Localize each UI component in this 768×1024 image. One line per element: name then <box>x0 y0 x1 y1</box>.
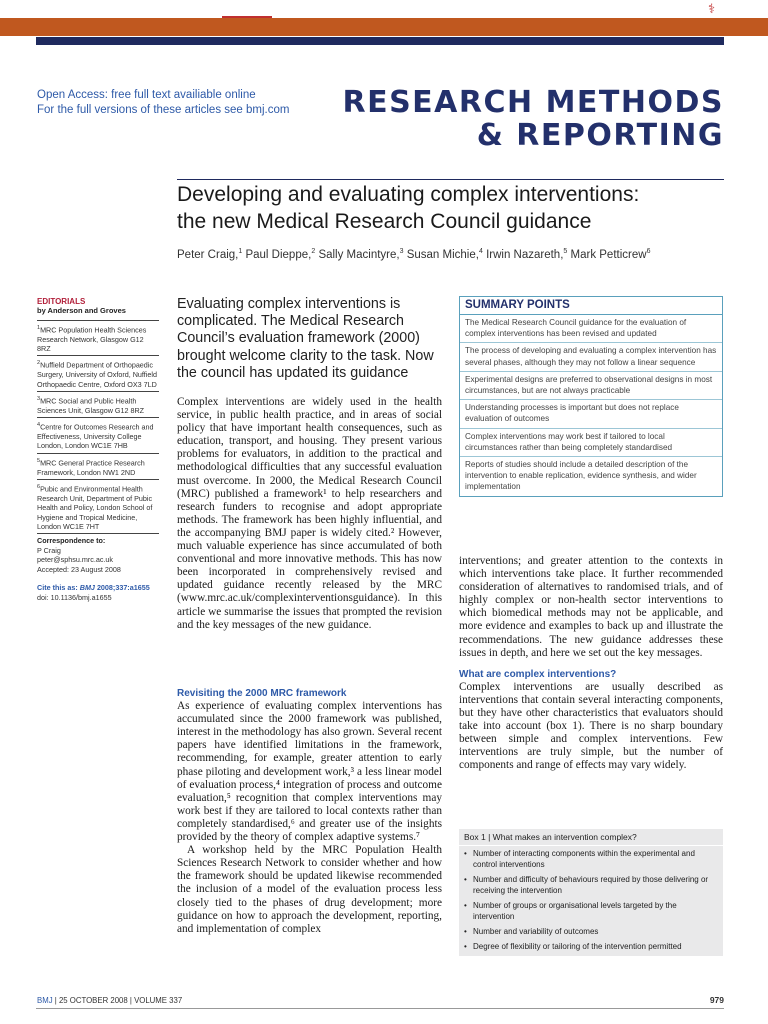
box-item <box>459 898 723 924</box>
editorials-byline: by Anderson and Groves <box>37 306 126 316</box>
bullet-icon: • <box>464 875 467 884</box>
article-title <box>177 181 727 235</box>
author-affiliation-number: 6 <box>646 248 651 255</box>
body-paragraph: Complex interventions are usually described as interventions that contain several interacting components, but they have other characteristics that evaluators should take into account (box 1). There is no sharp boundary between simple and complex interventions. Few interventions are truly simple, but the number of components and range of effects may vary widely. <box>459 680 723 772</box>
cite-reference: 2008;337:a1655 <box>96 583 150 593</box>
body-paragraph: interventions; and greater attention to the contexts in which interventions take place. It further recommended consideration of alternatives to randomised trials, and of highly complex or non-health sector interventions to which biomedical methods may not be applicable, and more evidence and examples to back up and illustrate the recommendations. The new guidance addresses these issues in depth, and here we set out the key messages. <box>459 555 723 659</box>
affiliation-number: 5 <box>37 457 41 464</box>
summary-points-box <box>459 296 723 497</box>
box-item <box>459 846 723 872</box>
author-name: Mark Petticrew <box>570 248 647 261</box>
body-column-1-lower <box>177 687 442 936</box>
section-title-line2: & REPORTING <box>476 118 724 153</box>
box-item-text: Number of interacting components within the experimental and control interventions <box>473 849 695 869</box>
editorials-label: EDITORIALS <box>37 297 86 306</box>
footer-issue-details: | 25 OCTOBER 2008 | VOLUME 337 <box>52 996 183 1005</box>
bullet-icon: • <box>464 901 467 910</box>
page-number: 979 <box>709 995 724 1005</box>
cite-journal: BMJ <box>79 583 95 593</box>
article-title-line1: Developing and evaluating complex interventions: <box>177 183 640 206</box>
body-paragraph: A workshop held by the MRC Population Health Sciences Research Network to consider whether and how the framework should be updated likewise recommended the inclusion of a model of the evaluation process less closely tied to the phases of drug development; more guidance on how to approach the development, reporting, and implementation of complex <box>177 844 442 935</box>
affiliation <box>37 417 159 453</box>
correspondence-label: Correspondence to: <box>37 536 106 546</box>
bullet-icon: • <box>464 942 467 951</box>
affiliation-number: 6 <box>37 484 41 491</box>
section-title-line1: RESEARCH METHODS <box>342 85 724 120</box>
affiliation <box>37 320 159 356</box>
body-column-1 <box>177 396 442 632</box>
standfirst: Evaluating complex interventions is complicated. The Medical Research Council’s evaluation framework (2000) brought welcome clarity to the task. Now the council has updated its guidance <box>177 296 434 381</box>
affiliation-number: 3 <box>37 396 41 403</box>
body-column-2 <box>459 555 723 773</box>
affiliation-number: 4 <box>37 422 41 429</box>
affiliation <box>37 453 159 479</box>
box-item <box>459 872 723 898</box>
header-rule <box>36 37 724 45</box>
bullet-icon: • <box>464 849 467 858</box>
footer-rule <box>36 1008 724 1009</box>
summary-point: The process of developing and evaluating a complex intervention has several phases, although they may not follow a linear sequence <box>460 343 722 371</box>
open-access-note <box>37 88 289 118</box>
box-item <box>459 939 723 956</box>
summary-point: Reports of studies should include a detailed description of the intervention to enable replication, evidence synthesis, and wider implementation <box>465 460 697 492</box>
author-name: Paul Dieppe, <box>245 248 312 261</box>
box-item-text: Degree of flexibility or tailoring of the intervention permitted <box>473 942 682 951</box>
open-access-line: Open Access: free full text availiable online <box>37 89 256 101</box>
box-1 <box>459 829 723 956</box>
section-title <box>342 86 724 152</box>
affiliation <box>37 355 159 391</box>
box-title: Box 1 | What makes an intervention complex? <box>459 829 723 846</box>
affiliation-text: MRC General Practice Research Framework, London NW1 2ND <box>37 458 145 477</box>
footer-info <box>37 996 182 1005</box>
summary-point: Understanding processes is important but does not replace evaluation of outcomes <box>460 400 722 428</box>
summary-point: The Medical Research Council guidance for the evaluation of complex interventions has been revised and updated <box>460 315 722 343</box>
affiliation <box>37 479 159 533</box>
affiliation-text: Nuffield Department of Orthopaedic Surgery, University of Oxford, Nuffield Orthopaedic Centre, Oxford OX3 7LD <box>37 360 157 389</box>
accepted-date: Accepted: 23 August 2008 <box>37 564 121 574</box>
affiliation <box>37 391 159 417</box>
author-affiliation-number: 1 <box>238 248 243 255</box>
author-name: Peter Craig, <box>177 248 239 261</box>
author-affiliation-number: 4 <box>478 248 483 255</box>
summary-title: SUMMARY POINTS <box>460 297 722 315</box>
cite-label: Cite this as: <box>37 583 78 593</box>
correspondence-name: P Craig <box>37 545 61 555</box>
top-banner-strip <box>0 0 768 19</box>
correspondence <box>37 533 159 574</box>
author-name: Susan Michie, <box>406 248 479 261</box>
article-title-line2: the new Medical Research Council guidance <box>177 210 592 233</box>
author-affiliation-number: 3 <box>399 248 404 255</box>
summary-point: Experimental designs are preferred to observational designs in most circumstances, but are not always practicable <box>460 372 722 400</box>
citation <box>37 583 159 602</box>
top-banner <box>0 0 768 36</box>
affiliation-text: MRC Population Health Sciences Research Network, Glasgow G12 8RZ <box>37 325 147 354</box>
section-heading: Revisiting the 2000 MRC framework <box>177 688 347 699</box>
author-affiliation-number: 5 <box>563 248 568 255</box>
author-list <box>177 248 737 261</box>
box-item-text: Number and variability of outcomes <box>473 927 599 936</box>
full-versions-line: For the full versions of these articles see bmj.com <box>37 104 290 116</box>
affiliation-text: Pubic and Environmental Health Research Unit, Department of Pubic Health and Policy, London School of Hygiene and Tropical Medicine, London WC1E 7HT <box>37 484 153 532</box>
affiliation-text: MRC Social and Public Health Sciences Unit, Glasgow G12 8RZ <box>37 396 145 415</box>
stamp-icon: ⚕ <box>708 2 716 17</box>
title-rule <box>177 179 724 180</box>
sidebar-column <box>37 297 159 602</box>
bullet-icon: • <box>464 927 467 936</box>
affiliation-number: 1 <box>37 324 41 331</box>
author-name: Sally Macintyre, <box>318 248 400 261</box>
affiliation-text: Centre for Outcomes Research and Effectiveness, University College London, London WC1E 7HB <box>37 422 154 451</box>
author-affiliation-number: 2 <box>311 248 316 255</box>
footer-journal: BMJ <box>37 996 53 1005</box>
summary-point: Complex interventions may work best if tailored to local circumstances rather than being completely standardised <box>460 429 722 457</box>
top-red-mark <box>222 16 272 18</box>
box-item-text: Number and difficulty of behaviours required by those delivering or receiving the intervention <box>473 875 709 895</box>
correspondence-email[interactable]: peter@sphsu.mrc.ac.uk <box>37 555 114 565</box>
section-heading: What are complex interventions? <box>459 668 617 680</box>
affiliation-number: 2 <box>37 360 41 367</box>
body-paragraph: Complex interventions are widely used in the health service, in public health practice, and in areas of social policy that have important health consequences, such as education, transport, and housing. They present various problems for evaluators, in addition to the practical and methodological difficulties that any successful evaluation must overcome. In 2000, the Medical Research Council (MRC) published a framework¹ to help researchers and research funders to recognise and adopt appropriate methods. The framework has been highly influential, and the accompanying BMJ paper is widely cited.² However, much valuable experience has since accumulated of both conventional and more innovative methods. This has now been incorporated in comprehensively revised and updated guidance recently released by the MRC (www.mrc.ac.uk/complexinterventionsguidance). In this article we summarise the issues that prompted the revision and the key messages of the new guidance. <box>177 396 442 631</box>
doi[interactable]: doi: 10.1136/bmj.a1655 <box>37 592 112 602</box>
body-paragraph: As experience of evaluating complex interventions has accumulated since the 2000 framework was published, interest in the methodology has also grown. Several recent papers have identified limitations in the framework, recommending, for example, greater attention to early phase piloting and development work,³ a less linear model of evaluation process,⁴ integration of process and outcome evaluation,⁵ recognition that complex interventions may work best if they are tailored to local contexts rather than completely standardised,⁶ and greater use of the insights provided by the theory of complex adaptive systems.⁷ <box>177 700 442 844</box>
box-item-text: Number of groups or organisational levels targeted by the intervention <box>473 901 677 921</box>
author-name: Irwin Nazareth, <box>486 248 564 261</box>
box-item <box>459 924 723 939</box>
